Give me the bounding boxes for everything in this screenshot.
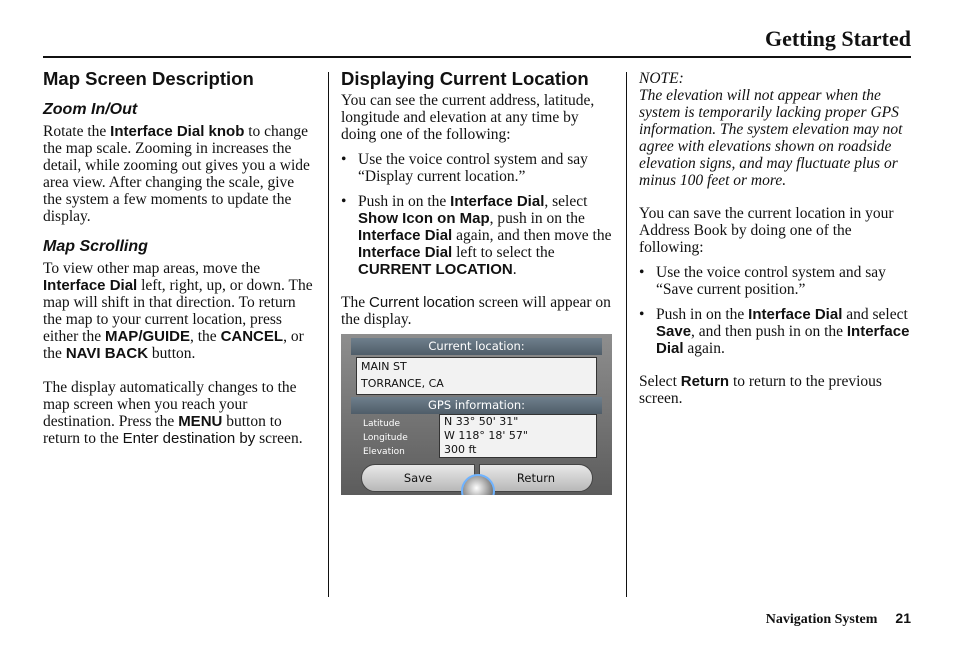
gps-labels bbox=[363, 417, 408, 459]
column-divider-1 bbox=[328, 72, 329, 597]
save-intro: You can save the current location in your Address Book by doing one of the following: bbox=[639, 205, 894, 256]
map-screen-heading: Map Screen Description bbox=[43, 68, 254, 89]
note-label: NOTE: bbox=[639, 70, 684, 87]
list-item: • Push in on the Interface Dial and select Save, and then push in on the Interface Dial again. bbox=[639, 306, 914, 357]
address-line-2: TORRANCE, CA bbox=[361, 377, 444, 390]
auto-change-paragraph: The display automatically changes to the map screen when you reach your destination. Press the MENU button to return to the Enter destination by screen. bbox=[43, 379, 303, 447]
list-item: • Push in on the Interface Dial, select Show Icon on Map, push in on the Interface Dial again, and then move the Interface Dial left to select the CURRENT LOCATION. bbox=[341, 193, 613, 278]
column-map-screen bbox=[43, 66, 313, 447]
footer-label: Navigation System bbox=[765, 612, 878, 627]
column-divider-2 bbox=[626, 72, 627, 597]
zoom-heading: Zoom In/Out bbox=[43, 101, 138, 118]
scroll-paragraph: To view other map areas, move the Interface Dial left, right, up, or down. The map will shift in that direction. To return the map to your current location, press either the MAP/GUIDE, the CANCEL, or the NAVI BACK button. bbox=[43, 260, 313, 362]
latitude-label: Latitude bbox=[363, 419, 401, 429]
header-rule bbox=[43, 56, 911, 58]
gps-title: GPS information: bbox=[351, 397, 602, 414]
gps-values-box bbox=[439, 414, 597, 458]
current-location-heading: Displaying Current Location bbox=[341, 68, 589, 89]
address-line-1: MAIN ST bbox=[361, 360, 407, 373]
current-location-screen bbox=[341, 334, 612, 495]
screen-appear-paragraph: The Current location screen will appear on the display. bbox=[341, 294, 611, 328]
elevation-value: 300 ft bbox=[444, 443, 477, 456]
address-box bbox=[356, 357, 597, 395]
footer bbox=[766, 610, 911, 628]
page-number: 21 bbox=[895, 610, 911, 626]
latitude-value: N 33° 50' 31" bbox=[444, 415, 519, 428]
list-item: • Use the voice control system and say “Save current position.” bbox=[639, 264, 914, 298]
elevation-label: Elevation bbox=[363, 447, 405, 457]
current-location-intro: You can see the current address, latitude, longitude and elevation at any time by doing one of the following: bbox=[341, 92, 595, 143]
longitude-label: Longitude bbox=[363, 433, 408, 443]
screen-title: Current location: bbox=[351, 338, 602, 355]
return-button[interactable]: Return bbox=[479, 464, 593, 492]
longitude-value: W 118° 18' 57" bbox=[444, 429, 528, 442]
scroll-heading: Map Scrolling bbox=[43, 238, 148, 255]
select-return-paragraph: Select Return to return to the previous screen. bbox=[639, 373, 882, 407]
column-note bbox=[639, 70, 914, 407]
note-text: The elevation will not appear when the system is temporarily lacking proper GPS information. The system elevation may not agree with elevations shown on roadside elevation signs, and may fluctuate plus or minus 100 feet or more. bbox=[639, 87, 903, 189]
list-item: • Use the voice control system and say “Display current location.” bbox=[341, 151, 613, 185]
save-button[interactable]: Save bbox=[361, 464, 475, 492]
page-section-title: Getting Started bbox=[764, 26, 911, 51]
zoom-paragraph: Rotate the Interface Dial knob to change the map scale. Zooming in increases the detail, while zooming out gives you a wide area view. After changing the scale, give the system a few moments to update the display. bbox=[43, 123, 310, 225]
column-current-location bbox=[341, 66, 613, 328]
